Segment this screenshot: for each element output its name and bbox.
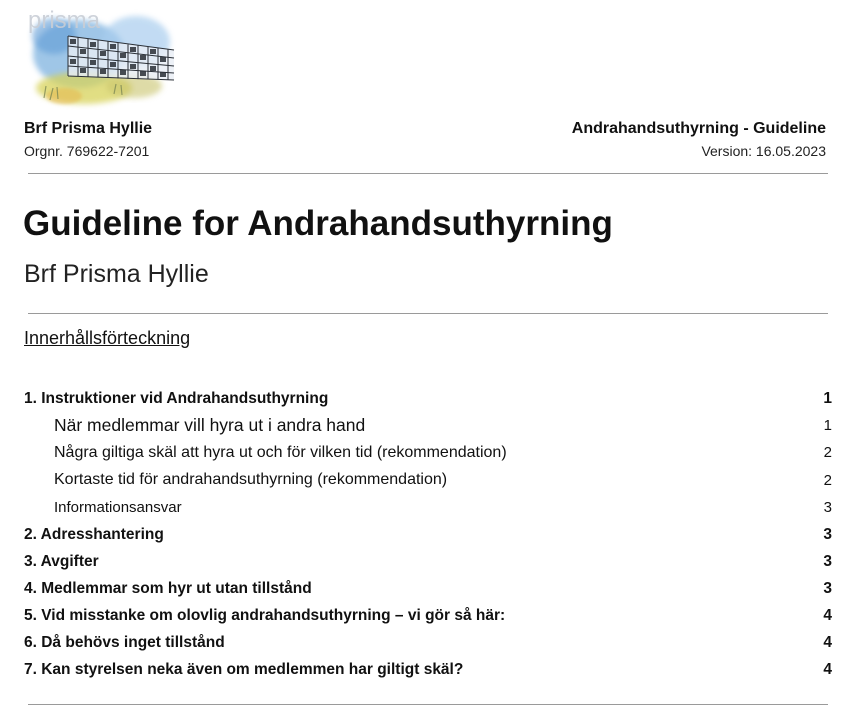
toc-entry-label: 7. Kan styrelsen neka även om medlemmen har giltigt skäl? (24, 661, 464, 679)
toc-entry-label: Kortaste tid för andrahandsuthyrning (rekommendation) (54, 471, 448, 489)
org-name: Brf Prisma Hyllie (24, 120, 153, 137)
toc-entry-page: 4 (823, 661, 832, 679)
toc-entry-page: 3 (823, 525, 832, 543)
toc-entry-page: 3 (823, 498, 832, 516)
toc-entry-page: 4 (823, 634, 832, 652)
page-subtitle: Brf Prisma Hyllie (24, 260, 209, 288)
document-name: Andrahandsuthyrning - Guideline (571, 120, 826, 137)
toc-entry-page: 2 (823, 471, 832, 489)
toc-heading: Innerhållsförteckning (24, 328, 191, 348)
toc-entry-label: 6. Då behövs inget tillstånd (24, 634, 225, 652)
toc-entry-label: Några giltiga skäl att hyra ut och för vilken tid (rekommendation) (54, 443, 507, 461)
page-title: Guideline for Andrahandsuthyrning (23, 204, 613, 243)
table-of-contents (24, 385, 832, 684)
org-number: Orgnr. 769622-7201 (24, 143, 150, 159)
toc-entry-label: 3. Avgifter (24, 552, 99, 570)
toc-entry-1[interactable] (24, 385, 832, 412)
toc-entry-5[interactable] (24, 603, 832, 630)
toc-entry-1-3[interactable] (24, 467, 832, 494)
toc-bottom-divider (28, 704, 828, 705)
toc-entry-label: 2. Adresshantering (24, 525, 164, 543)
toc-entry-page: 1 (823, 389, 832, 407)
header-right (572, 118, 826, 162)
toc-entry-label: 5. Vid misstanke om olovlig andrahandsuthyrning – vi gör så här: (24, 607, 506, 625)
title-divider (28, 313, 828, 314)
toc-entry-page: 2 (823, 444, 832, 462)
toc-entry-1-2[interactable] (24, 439, 832, 466)
toc-entry-label: Informationsansvar (54, 498, 182, 516)
toc-entry-page: 1 (823, 417, 832, 435)
toc-entry-7[interactable] (24, 657, 832, 684)
toc-entry-page: 3 (823, 552, 832, 570)
toc-entry-2[interactable] (24, 521, 832, 548)
svg-text:prisma: prisma (28, 7, 101, 34)
toc-entry-label: När medlemmar vill hyra ut i andra hand (54, 415, 366, 436)
toc-entry-1-1[interactable] (24, 412, 832, 439)
toc-entry-3[interactable] (24, 548, 832, 575)
toc-entry-page: 3 (823, 579, 832, 597)
header-divider (28, 173, 828, 174)
toc-entry-label: 4. Medlemmar som hyr ut utan tillstånd (24, 579, 312, 597)
document-version: Version: 16.05.2023 (701, 143, 826, 159)
toc-entry-6[interactable] (24, 630, 832, 657)
toc-entry-1-4[interactable] (24, 494, 832, 521)
toc-entry-4[interactable] (24, 575, 832, 602)
toc-entry-page: 4 (823, 607, 832, 625)
header-left (24, 118, 152, 162)
prisma-logo (24, 6, 180, 110)
toc-entry-label: 1. Instruktioner vid Andrahandsuthyrning (24, 389, 329, 407)
